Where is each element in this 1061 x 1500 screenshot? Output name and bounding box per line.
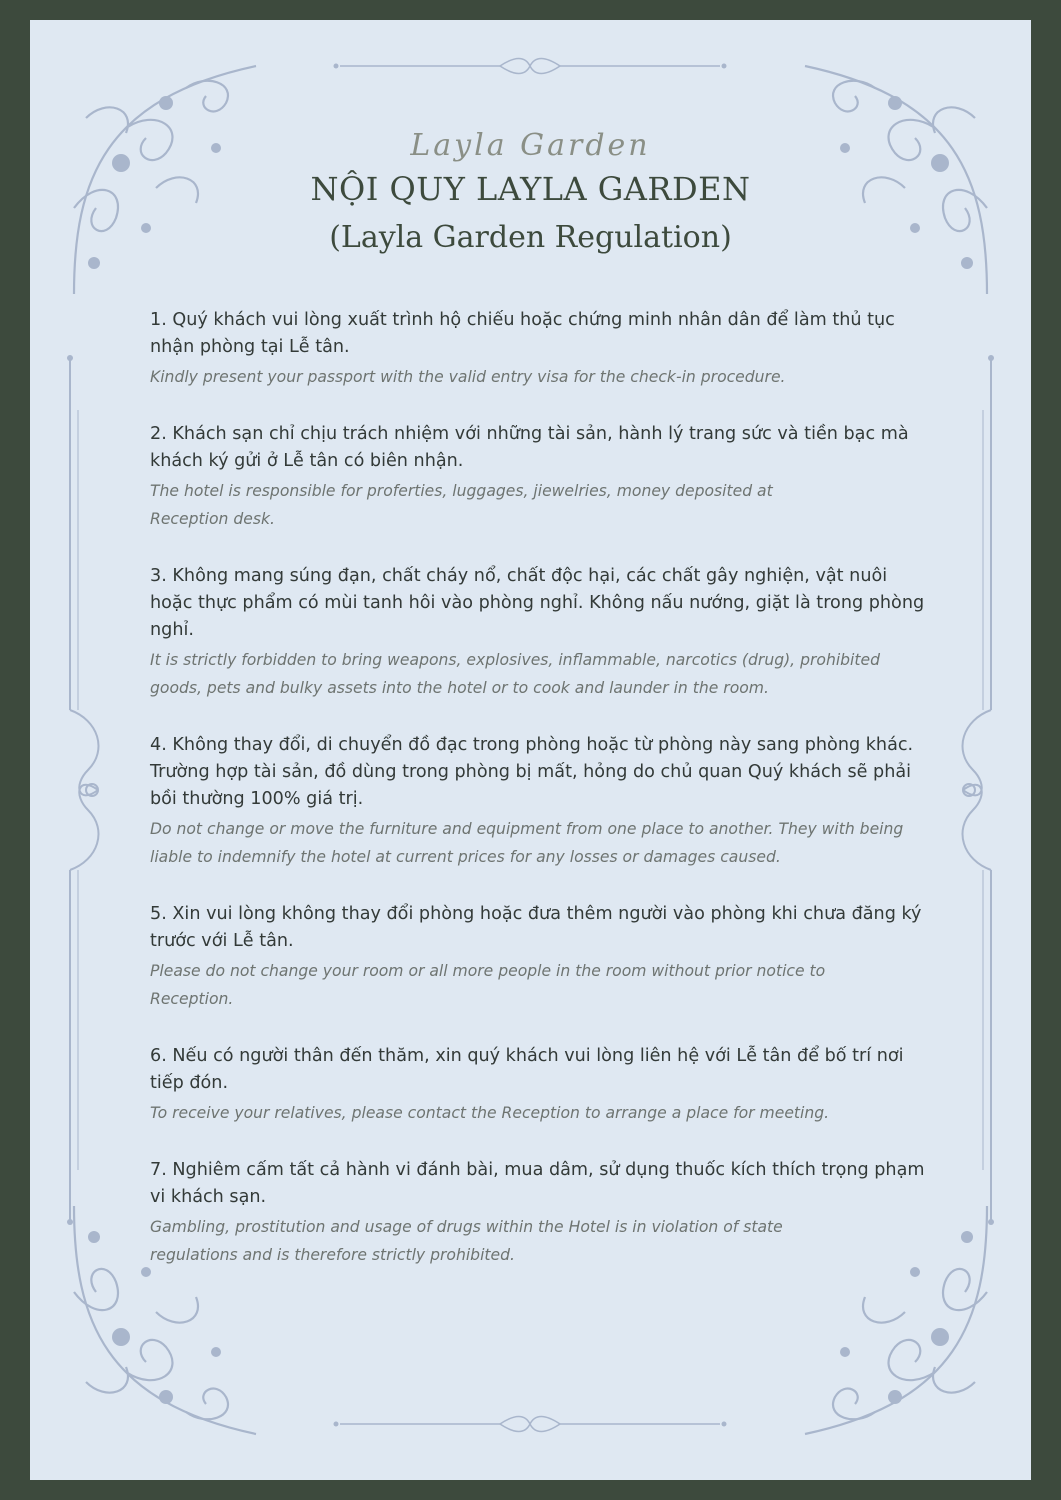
right-side-ornament: [943, 350, 1003, 1230]
rule-vietnamese-text: 3. Không mang súng đạn, chất cháy nổ, chất độc hại, các chất gây nghiện, vật nuôi hoặc thực phẩm có mùi tanh hôi vào phòng nghỉ. Không nấu nướng, giặt là trong phòng nghỉ.: [150, 566, 925, 640]
rule-item-4: [150, 732, 925, 871]
rule-english-text: Gambling, prostitution and usage of drugs within the Hotel is in violation of state regulations and is therefore strictly prohibited.: [150, 1218, 783, 1264]
rule-english-text: It is strictly forbidden to bring weapons, explosives, inflammable, narcotics (drug), prohibited goods, pets and bulky assets into the hotel or to cook and launder in the room.: [150, 651, 880, 697]
rule-vietnamese-text: 7. Nghiêm cấm tất cả hành vi đánh bài, mua dâm, sử dụng thuốc kích thích trọng phạm vi khách sạn.: [150, 1160, 925, 1207]
page-title: NỘI QUY LAYLA GARDEN: [310, 170, 751, 208]
rule-item-2: [150, 421, 925, 533]
regulation-sheet: [30, 20, 1031, 1480]
left-side-ornament: [58, 350, 118, 1230]
script-logo-text: Layla Garden: [410, 128, 651, 163]
bottom-flourish-ornament: [330, 1414, 730, 1434]
rules-list: [150, 307, 925, 1299]
rule-vietnamese-text: 4. Không thay đổi, di chuyển đồ đạc trong phòng hoặc từ phòng này sang phòng khác. Trường hợp tài sản, đồ dùng trong phòng bị mất, hỏng do chủ quan Quý khách sẽ phải bồi thường 100% giá trị.: [150, 735, 914, 809]
rule-english-text: Kindly present your passport with the valid entry visa for the check-in procedure.: [150, 368, 786, 386]
rule-vietnamese-text: 5. Xin vui lòng không thay đổi phòng hoặc đưa thêm người vào phòng khi chưa đăng ký trước với Lễ tân.: [150, 904, 922, 951]
rule-item-1: [150, 307, 925, 391]
rule-item-6: [150, 1043, 925, 1127]
top-flourish-ornament: [330, 56, 730, 76]
rule-vietnamese-text: 1. Quý khách vui lòng xuất trình hộ chiếu hoặc chứng minh nhân dân để làm thủ tục nhận phòng tại Lễ tân.: [150, 310, 895, 357]
rule-item-7: [150, 1157, 925, 1269]
rule-item-5: [150, 901, 925, 1013]
rule-english-text: To receive your relatives, please contact the Reception to arrange a place for meeting.: [150, 1104, 830, 1122]
page-subtitle: (Layla Garden Regulation): [329, 220, 732, 255]
rule-vietnamese-text: 6. Nếu có người thân đến thăm, xin quý khách vui lòng liên hệ với Lễ tân để bố trí nơi tiếp đón.: [150, 1046, 904, 1093]
rule-english-text: The hotel is responsible for proferties, luggages, jiewelries, money deposited at Reception desk.: [150, 482, 773, 528]
rule-item-3: [150, 563, 925, 702]
rule-vietnamese-text: 2. Khách sạn chỉ chịu trách nhiệm với những tài sản, hành lý trang sức và tiền bạc mà khách ký gửi ở Lễ tân có biên nhận.: [150, 424, 909, 471]
rule-english-text: Do not change or move the furniture and equipment from one place to another. They with being liable to indemnify the hotel at current prices for any losses or damages caused.: [150, 820, 904, 866]
rule-english-text: Please do not change your room or all more people in the room without prior notice to Reception.: [150, 962, 826, 1008]
